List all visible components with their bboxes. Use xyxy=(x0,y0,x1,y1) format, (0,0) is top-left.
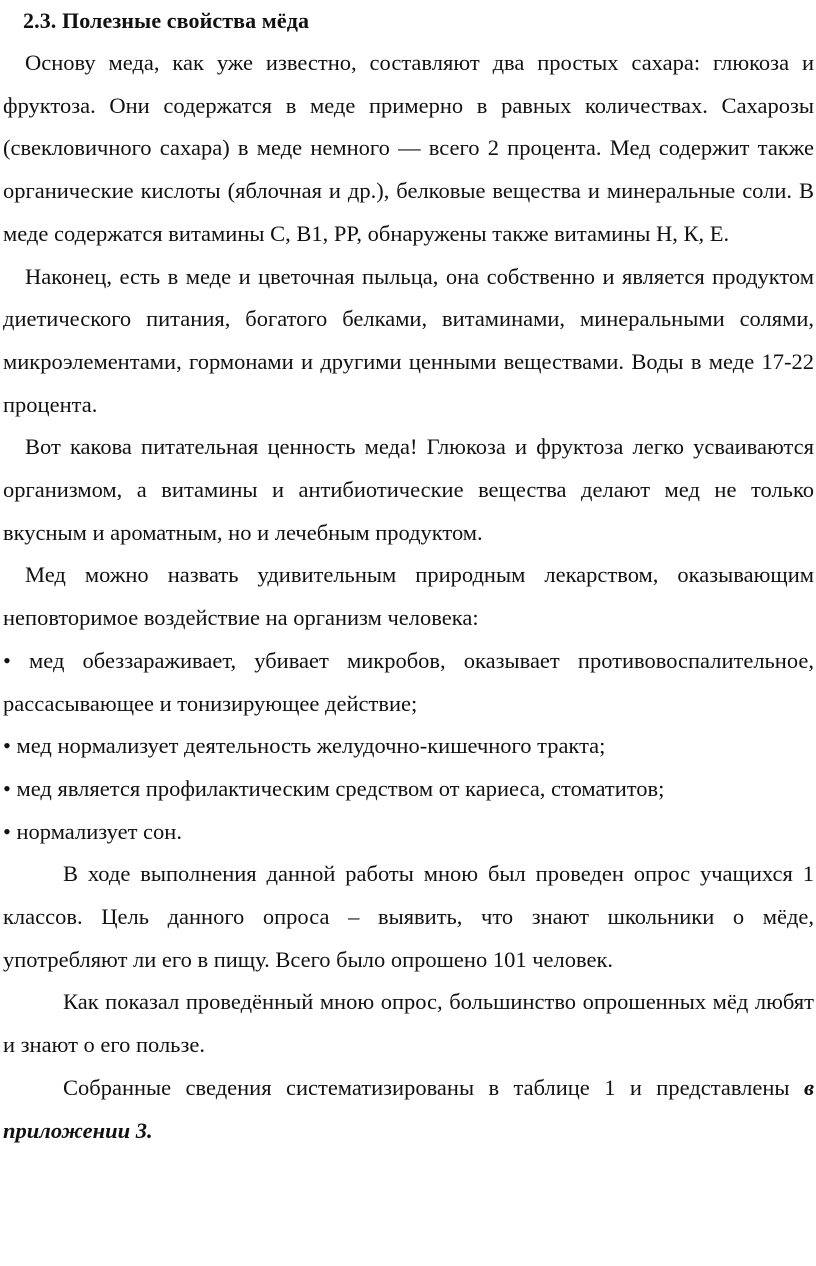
bullet-item: • мед нормализует деятельность желудочно-кишечного тракта; xyxy=(3,733,606,759)
paragraph-pollen: Наконец, есть в меде и цветочная пыльца, она собственно и является продуктом диетического питания, богатого белками, витаминами, минеральными солями, микроэлементами, гормонами и другими ценными веществами. Воды в меде 17-22 процента. xyxy=(3,263,814,417)
paragraph-survey: В ходе выполнения данной работы мною был проведен опрос учащихся 1 классов. Цель данного опроса – выявить, что знают школьники о мёде, употребляют ли его в пищу. Всего было опрошено 101 человек. xyxy=(3,861,814,972)
section-heading: 2.3. Полезные свойства мёда xyxy=(23,8,310,33)
paragraph-table-reference xyxy=(3,1067,814,1152)
bullet-item: • нормализует сон. xyxy=(3,818,182,844)
paragraph-medicine: Мед можно назвать удивительным природным лекарством, оказывающим неповторимое воздействие на организм человека: xyxy=(3,562,814,631)
bullet-item: • мед обеззараживает, убивает микробов, оказывает противовоспалительное, рассасывающее и тонизирующее действие; xyxy=(3,647,814,716)
bullet-item: • мед является профилактическим средством от кариеса, стоматитов; xyxy=(3,775,665,801)
paragraph-nutritional-value: Вот какова питательная ценность меда! Глюкоза и фруктоза легко усваиваются организмом, а витамины и антибиотические вещества делают мед не только вкусным и ароматным, но и лечебным продуктом. xyxy=(3,434,814,545)
paragraph-survey-result: Как показал проведённый мною опрос, большинство опрошенных мёд любят и знают о его пользе. xyxy=(3,989,814,1058)
appendix-reference: в приложении 3. xyxy=(3,1074,814,1143)
paragraph-composition: Основу меда, как уже известно, составляют два простых сахара: глюкоза и фруктоза. Они содержатся в меде примерно в равных количествах. Сахарозы (свекловичного сахара) в меде немного — всего 2 процента. Мед содержит также органические кислоты (яблочная и др.), белковые вещества и минеральные соли. В меде содержатся витамины C, B1, PP, обнаружены также витамины Н, К, Е. xyxy=(3,50,814,246)
table-reference-text: Собранные сведения систематизированы в таблице 1 и представлены xyxy=(63,1074,804,1100)
